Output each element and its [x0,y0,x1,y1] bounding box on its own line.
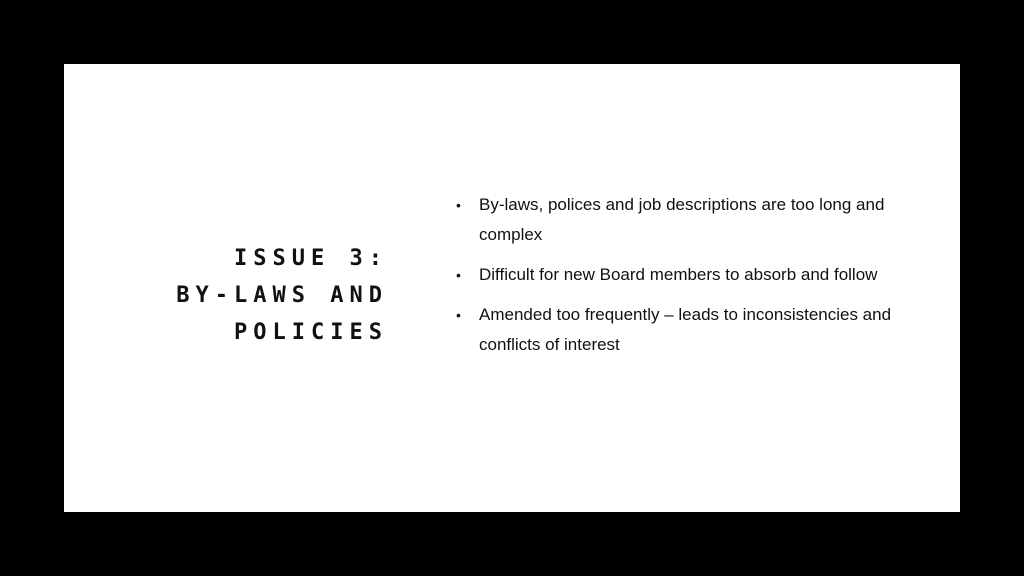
bullet-item [456,300,896,360]
bullet-dot-icon: • [456,267,461,283]
bullet-text: By-laws, polices and job descriptions are too long and complex [479,195,885,244]
bullet-dot-icon: • [456,307,461,323]
title-line-3: POLICIES [234,320,388,345]
bullet-text: Difficult for new Board members to absorb and follow [479,265,878,284]
bullet-list [456,190,896,370]
bullet-item [456,190,896,250]
slide-card [64,64,960,512]
bullet-item [456,260,896,290]
bullet-text: Amended too frequently – leads to inconsistencies and conflicts of interest [479,305,892,354]
title-line-1: ISSUE 3: [234,246,388,271]
title-line-2: BY-LAWS AND [176,283,388,308]
slide-title [176,240,388,351]
bullet-dot-icon: • [456,197,461,213]
